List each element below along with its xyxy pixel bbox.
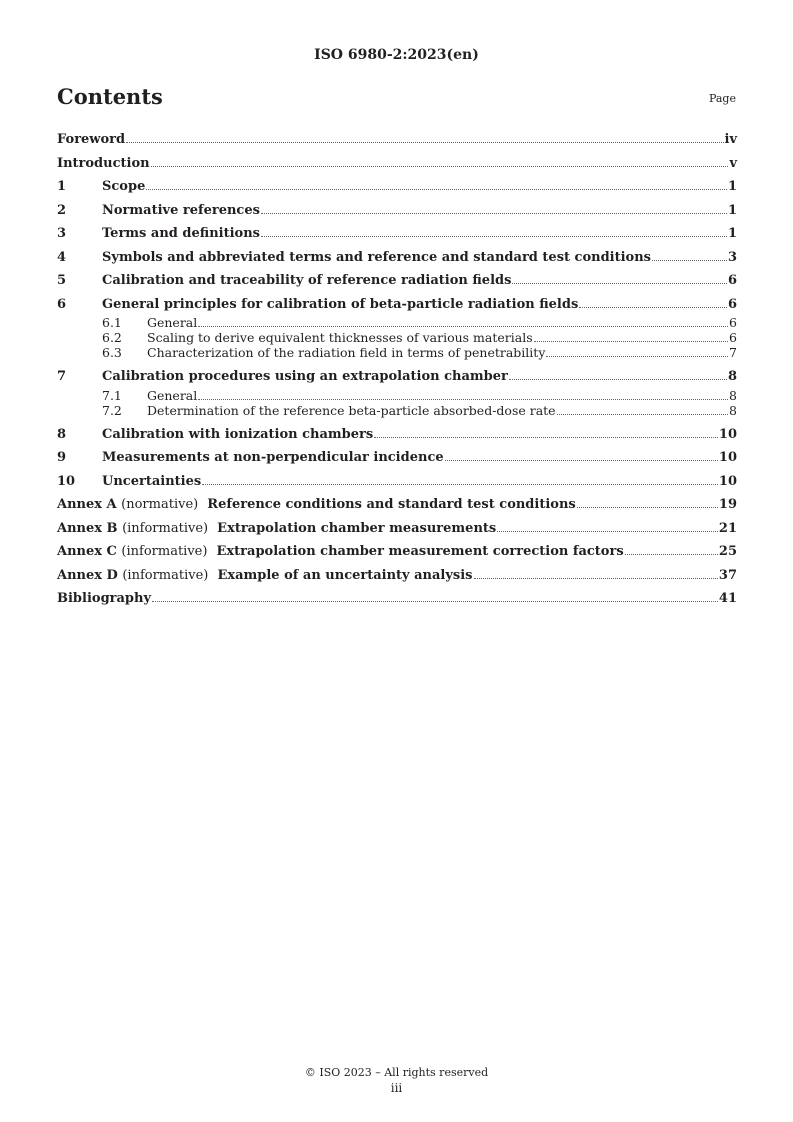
toc-entry-title: Characterization of the radiation field in terms of penetrability: [147, 345, 546, 360]
annex-kind: (normative): [121, 497, 199, 512]
toc-entry[interactable]: [57, 316, 737, 331]
toc-entry[interactable]: [57, 493, 737, 517]
toc-entry[interactable]: [57, 269, 737, 293]
toc-entry-number: 10: [57, 473, 76, 489]
toc-entry-title: Normative references: [102, 202, 260, 218]
dot-leader: [445, 460, 718, 461]
toc-entry-title: Bibliography: [57, 591, 152, 606]
page-footer: [0, 1066, 793, 1095]
toc-page-number: 10: [718, 473, 737, 489]
toc-entry-number: 7: [57, 369, 67, 384]
toc-entry[interactable]: [57, 365, 737, 389]
toc-entry[interactable]: [57, 346, 737, 361]
toc-entry[interactable]: [57, 199, 737, 223]
toc-entry-title: Introduction: [57, 155, 150, 171]
toc-entry[interactable]: [57, 540, 737, 564]
toc-entry-number: 3: [57, 226, 67, 241]
toc-entry-number: 7.2: [102, 402, 122, 418]
annex-label: Annex D: [57, 567, 118, 583]
toc-page-number: 6: [729, 315, 737, 330]
annex-kind: (informative): [122, 567, 209, 583]
dot-leader: [202, 484, 718, 485]
annex-title: Extrapolation chamber measurement correction factors: [216, 544, 624, 559]
page-column-label: Page: [708, 92, 736, 105]
toc-entry[interactable]: [57, 423, 737, 447]
toc-entry[interactable]: [57, 470, 737, 494]
dot-leader: [374, 437, 718, 438]
toc-page-number: 1: [727, 202, 737, 218]
annex-label: Annex B: [57, 520, 118, 536]
toc-entry[interactable]: [57, 222, 737, 246]
toc-entry-title: General: [147, 387, 198, 403]
dot-leader: [625, 554, 718, 555]
toc-entry-title: Foreword: [57, 132, 126, 147]
dot-leader: [474, 578, 718, 579]
toc-page-number: 8: [729, 402, 737, 418]
toc-entry[interactable]: [57, 246, 737, 270]
dot-leader: [512, 283, 727, 284]
annex-label: Annex C: [57, 544, 117, 559]
dot-leader: [152, 601, 718, 602]
toc-page-number: 25: [718, 544, 737, 559]
toc-entry-title: [57, 540, 624, 564]
toc-page-number: 1: [727, 226, 737, 241]
toc-entry-number: 6.2: [102, 330, 122, 345]
toc-entry-title: Measurements at non-perpendicular incidence: [102, 450, 444, 465]
toc-entry-title: General: [147, 315, 198, 330]
toc-entry-title: Calibration procedures using an extrapolation chamber: [102, 369, 508, 384]
dot-leader: [579, 307, 727, 308]
toc-page-number: iv: [724, 132, 737, 147]
toc-page-number: 21: [718, 520, 737, 536]
toc-page-number: 8: [729, 387, 737, 403]
dot-leader: [497, 531, 718, 532]
toc-entry[interactable]: [57, 404, 737, 419]
toc-entry-title: Uncertainties: [102, 473, 202, 489]
toc-entry[interactable]: [57, 293, 737, 317]
toc-page-number: 3: [727, 249, 737, 265]
table-of-contents: [57, 128, 737, 611]
toc-entry-title: [57, 517, 496, 541]
dot-leader: [534, 341, 728, 342]
page-number: iii: [390, 1081, 403, 1095]
toc-page-number: 8: [727, 369, 737, 384]
dot-leader: [198, 326, 728, 327]
toc-entry[interactable]: [57, 152, 737, 176]
toc-entry-number: 7.1: [102, 387, 122, 403]
toc-page-number: 1: [727, 179, 737, 194]
toc-entry-title: [57, 564, 473, 588]
toc-entry-title: Symbols and abbreviated terms and reference and standard test conditions: [102, 249, 651, 265]
toc-page-number: 10: [718, 426, 737, 442]
toc-entry-title: Determination of the reference beta-particle absorbed-dose rate: [147, 402, 556, 418]
dot-leader: [261, 213, 727, 214]
toc-entry-title: Calibration with ionization chambers: [102, 426, 374, 442]
toc-entry-number: 4: [57, 249, 67, 265]
dot-leader: [261, 236, 727, 237]
toc-page-number: 7: [729, 345, 737, 360]
dot-leader: [557, 414, 728, 415]
toc-entry-title: General principles for calibration of beta-particle radiation fields: [102, 296, 579, 312]
dot-leader: [577, 507, 718, 508]
toc-entry[interactable]: [57, 446, 737, 470]
annex-kind: (informative): [121, 544, 208, 559]
toc-entry-number: 1: [57, 179, 67, 194]
toc-page-number: 6: [729, 330, 737, 345]
toc-entry-title: Terms and definitions: [102, 226, 260, 241]
dot-leader: [126, 142, 723, 143]
toc-entry-number: 2: [57, 202, 67, 218]
toc-entry-number: 6.3: [102, 345, 122, 360]
toc-page-number: 41: [718, 591, 737, 606]
dot-leader: [509, 379, 727, 380]
annex-label: Annex A: [57, 497, 117, 512]
toc-entry-title: Scaling to derive equivalent thicknesses of various materials: [147, 330, 533, 345]
annex-title: Extrapolation chamber measurements: [217, 520, 497, 536]
document-header: ISO 6980-2:2023(en): [314, 47, 479, 63]
contents-title: Contents: [57, 84, 163, 109]
toc-page-number: 10: [718, 450, 737, 465]
toc-entry-title: Calibration and traceability of reference radiation fields: [102, 273, 512, 288]
dot-leader: [652, 260, 727, 261]
dot-leader: [151, 166, 729, 167]
toc-entry[interactable]: [57, 587, 737, 611]
toc-entry-number: 8: [57, 426, 67, 442]
dot-leader: [146, 189, 727, 190]
annex-title: Reference conditions and standard test conditions: [207, 497, 576, 512]
toc-entry-title: Scope: [102, 179, 146, 194]
toc-entry[interactable]: [57, 517, 737, 541]
toc-page-number: 6: [727, 296, 737, 312]
annex-kind: (informative): [122, 520, 209, 536]
toc-entry-number: 5: [57, 273, 67, 288]
dot-leader: [198, 399, 728, 400]
copyright-notice: © ISO 2023 – All rights reserved: [304, 1066, 489, 1079]
dot-leader: [546, 356, 728, 357]
toc-entry[interactable]: [57, 175, 737, 199]
toc-page-number: 37: [718, 567, 737, 583]
toc-entry[interactable]: [57, 389, 737, 404]
toc-entry[interactable]: [57, 128, 737, 152]
toc-page-number: v: [729, 155, 737, 171]
toc-entry-number: 6.1: [102, 315, 122, 330]
toc-entry-title: [57, 493, 576, 517]
toc-entry[interactable]: [57, 564, 737, 588]
toc-page-number: 19: [718, 497, 737, 512]
toc-page-number: 6: [727, 273, 737, 288]
toc-entry-number: 6: [57, 296, 67, 312]
annex-title: Example of an uncertainty analysis: [217, 567, 473, 583]
toc-entry[interactable]: [57, 331, 737, 346]
toc-entry-number: 9: [57, 450, 67, 465]
